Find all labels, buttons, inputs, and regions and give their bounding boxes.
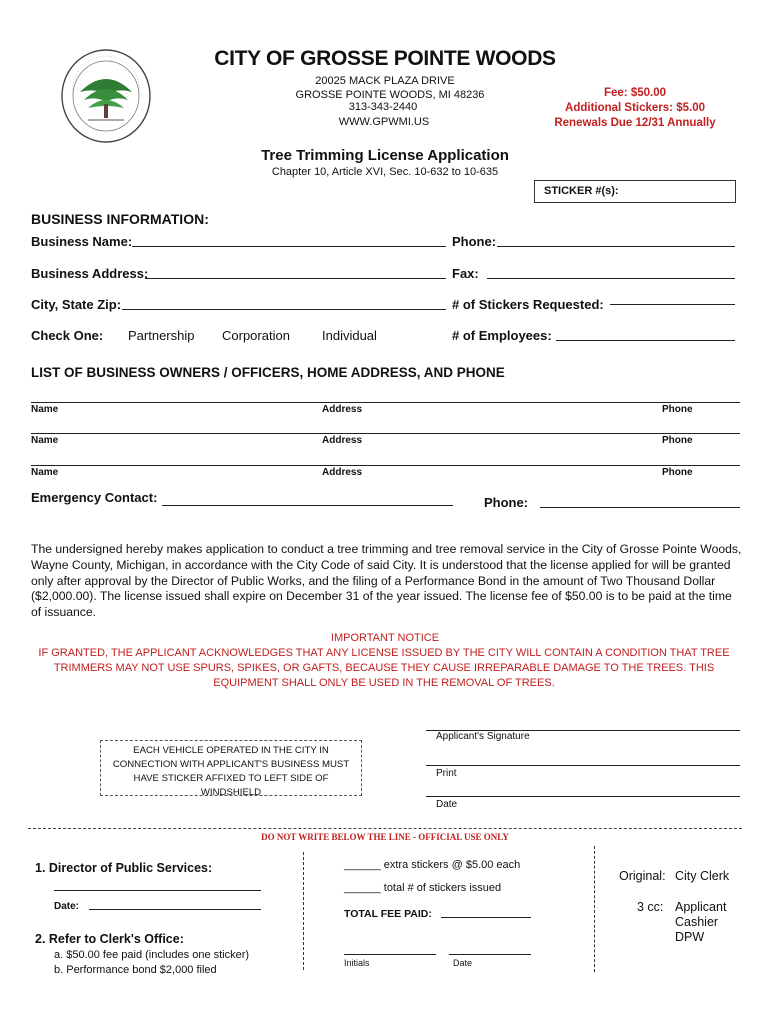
- total-stickers-line: ______ total # of stickers issued: [344, 882, 502, 894]
- city-state-zip-field[interactable]: [122, 309, 446, 310]
- check-one-label: Check One:: [31, 328, 104, 343]
- total-fee-label: TOTAL FEE PAID:: [344, 908, 432, 920]
- director-label: 1. Director of Public Services:: [35, 861, 213, 875]
- office-date-label: Date: [453, 958, 473, 968]
- business-address-field[interactable]: [145, 278, 446, 279]
- fax-field[interactable]: [487, 278, 735, 279]
- stickers-requested-label: # of Stickers Requested:: [452, 297, 604, 312]
- director-date-label: Date:: [54, 901, 80, 912]
- print-label: Print: [436, 768, 457, 779]
- extra-stickers-line: ______ extra stickers @ $5.00 each: [344, 859, 521, 871]
- renewals-text: Renewals Due 12/31 Annually: [554, 117, 716, 129]
- stickers-requested-field[interactable]: [610, 304, 735, 305]
- city-state-zip-label: City, State Zip:: [31, 297, 122, 312]
- business-heading: BUSINESS INFORMATION:: [31, 211, 209, 227]
- emergency-phone-field[interactable]: [540, 507, 740, 508]
- original-value: City Clerk: [675, 869, 730, 883]
- owners-heading: LIST OF BUSINESS OWNERS / OFFICERS, HOME ADDRESS, AND PHONE: [31, 365, 505, 380]
- owner-row-line[interactable]: [31, 402, 740, 403]
- notice-text: IF GRANTED, THE APPLICANT ACKNOWLEDGES THAT ANY LICENSE ISSUED BY THE CITY WILL CONTAIN A CONDITION THAT TREE TRIMMERS MAY NOT USE SPURS, SPIKES, OR GAFTS, BECAUSE THEY CAUSE IRREPARABLE DAMAGE TO THE TREES. THIS EQUIPMENT SHALL ONLY BE USED IN THE REMOVAL OF TREES.: [38, 647, 730, 689]
- fax-label: Fax:: [452, 266, 479, 281]
- owner-name-label: Name: [31, 467, 59, 478]
- signature-label: Applicant's Signature: [436, 731, 530, 742]
- clerk-office-label: 2. Refer to Clerk's Office:: [35, 932, 184, 946]
- owner-address-label: Address: [322, 404, 363, 415]
- employees-field[interactable]: [556, 340, 735, 341]
- cc-dpw: DPW: [675, 930, 705, 944]
- owner-phone-label: Phone: [662, 435, 693, 446]
- official-use-label: DO NOT WRITE BELOW THE LINE - OFFICIAL USE ONLY: [261, 832, 509, 842]
- column-divider: [303, 852, 304, 970]
- city-website: WWW.GPWMI.US: [338, 116, 430, 128]
- official-use-divider: [28, 828, 742, 829]
- director-signature-field[interactable]: [54, 890, 261, 891]
- fee-text: Fee: $50.00: [603, 87, 666, 99]
- option-corporation[interactable]: Corporation: [222, 328, 290, 343]
- date-label: Date: [436, 799, 458, 810]
- owner-name-label: Name: [31, 435, 59, 446]
- emergency-contact-label: Emergency Contact:: [31, 490, 158, 505]
- business-phone-label: Phone:: [452, 234, 497, 249]
- print-field[interactable]: [426, 765, 740, 766]
- form-title: Tree Trimming License Application: [261, 147, 509, 164]
- address-line-1: 20025 MACK PLAZA DRIVE: [315, 75, 455, 87]
- address-line-2: GROSSE POINTE WOODS, MI 48236: [295, 89, 485, 101]
- clerk-item-a: a. $50.00 fee paid (includes one sticker): [54, 949, 250, 961]
- cc-cashier: Cashier: [675, 915, 719, 929]
- clerk-item-b: b. Performance bond $2,000 filed: [54, 964, 217, 976]
- notice-title: IMPORTANT NOTICE: [330, 632, 440, 644]
- total-fee-field[interactable]: [441, 917, 531, 918]
- option-partnership[interactable]: Partnership: [128, 328, 195, 343]
- director-date-field[interactable]: [89, 909, 261, 910]
- owner-name-label: Name: [31, 404, 59, 415]
- cc-applicant: Applicant: [675, 900, 727, 914]
- option-individual[interactable]: Individual: [322, 328, 377, 343]
- business-address-label: Business Address:: [31, 266, 149, 281]
- initials-field[interactable]: [344, 954, 436, 955]
- owner-phone-label: Phone: [662, 467, 693, 478]
- sticker-box[interactable]: [534, 180, 736, 203]
- chapter-reference: Chapter 10, Article XVI, Sec. 10-632 to 10-635: [271, 166, 499, 178]
- owner-address-label: Address: [322, 435, 363, 446]
- original-label: Original:: [619, 869, 666, 883]
- vehicle-sticker-note: [100, 740, 362, 796]
- cc-label: 3 cc:: [637, 900, 664, 914]
- emergency-contact-field[interactable]: [162, 505, 453, 506]
- owner-phone-label: Phone: [662, 404, 693, 415]
- emergency-phone-label: Phone:: [484, 495, 529, 510]
- initials-label: Initials: [344, 958, 370, 968]
- owner-address-label: Address: [322, 467, 363, 478]
- business-name-field[interactable]: [132, 246, 446, 247]
- owner-row-line[interactable]: [31, 433, 740, 434]
- city-phone: 313-343-2440: [348, 101, 418, 113]
- sticker-label: STICKER #(s):: [544, 185, 619, 197]
- owner-row-line[interactable]: [31, 465, 740, 466]
- application-statement: The undersigned hereby makes application to conduct a tree trimming and tree removal service in the City of Grosse Pointe Woods, Wayne County, Michigan, in accordance with the City Code of said City. It is understood that the license applied for will be granted only after approval by the Director of Public Works, and the filing of a Performance Bond in the amount of Two Thousand Dollar ($2,000.00). The license issued shall expire on December 31 of the year issued. The license fee of $50.00 is to be paid at the time of issuance.: [31, 542, 742, 620]
- business-phone-field[interactable]: [497, 246, 735, 247]
- additional-stickers-text: Additional Stickers: $5.00: [565, 102, 705, 114]
- office-date-field[interactable]: [449, 954, 531, 955]
- vehicle-note-text: EACH VEHICLE OPERATED IN THE CITY IN CONNECTION WITH APPLICANT'S BUSINESS MUST HAVE STICKER AFFIXED TO LEFT SIDE OF WINDSHIELD: [112, 745, 350, 798]
- column-divider: [594, 846, 595, 972]
- business-name-label: Business Name:: [31, 234, 133, 249]
- date-field[interactable]: [426, 796, 740, 797]
- employees-label: # of Employees:: [452, 328, 552, 343]
- city-title: CITY OF GROSSE POINTE WOODS: [214, 47, 556, 70]
